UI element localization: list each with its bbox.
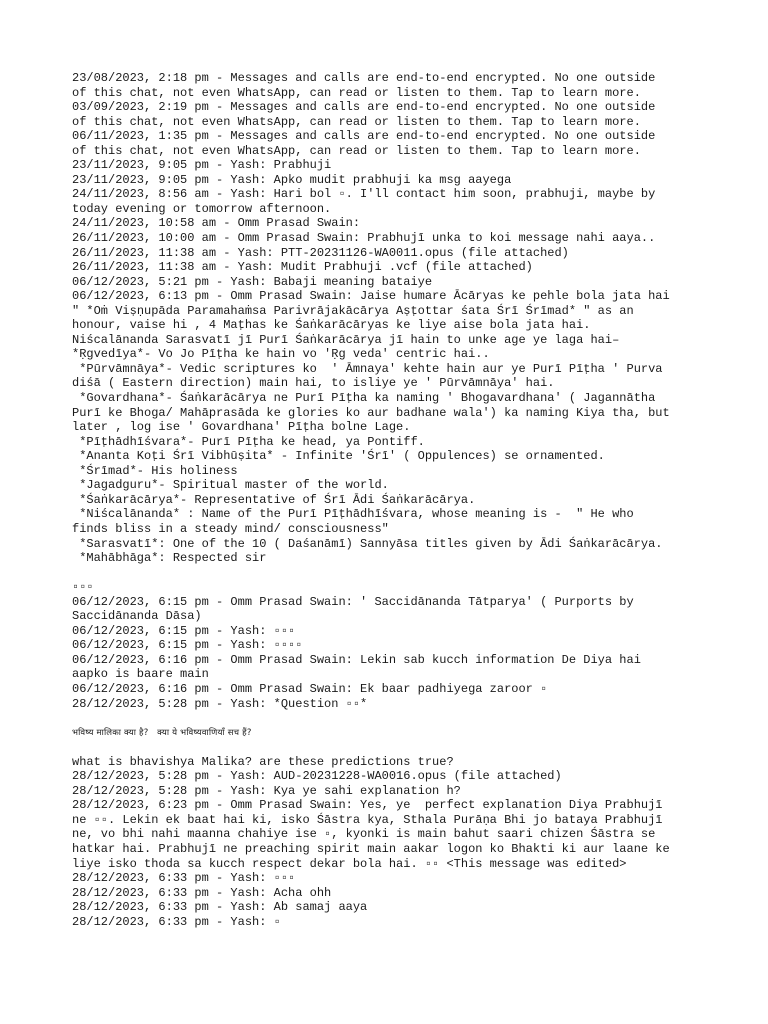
text-line: 28/12/2023, 6:33 pm - Yash: ▫▫▫ xyxy=(72,871,296,886)
text-line: ne, vo bhi nahi maanna chahiye ise ▫, kyonki is main bahut saari chizen Śāstra se xyxy=(72,827,656,842)
text-line: *Ṛgvedīya*- Vo Jo Pīṭha ke hain vo 'Ṛg veda' centric hai.. xyxy=(72,347,490,362)
text-line: 03/09/2023, 2:19 pm - Messages and calls are end-to-end encrypted. No one outside xyxy=(72,100,656,115)
text-line: 06/12/2023, 6:16 pm - Omm Prasad Swain: Lekin sab kucch information De Diya hai xyxy=(72,652,641,667)
text-line: 06/12/2023, 6:15 pm - Yash: ▫▫▫▫ xyxy=(72,638,303,653)
text-line: of this chat, not even WhatsApp, can read or listen to them. Tap to learn more. xyxy=(72,143,641,158)
blank-line xyxy=(72,740,712,755)
text-line: of this chat, not even WhatsApp, can read or listen to them. Tap to learn more. xyxy=(72,85,641,100)
text-line: 26/11/2023, 11:38 am - Yash: PTT-20231126-WA0011.opus (file attached) xyxy=(72,245,569,260)
text-line: 06/12/2023, 6:15 pm - Omm Prasad Swain: ' Saccidānanda Tātparya' ( Purports by xyxy=(72,594,634,609)
text-line: honour, vaise hi , 4 Maṭhas ke Śaṅkarācāryas ke liye aise bola jata hai. xyxy=(72,318,591,333)
text-line: *Niścalānanda* : Name of the Purī Pīṭhādhīśvara, whose meaning is - " He who xyxy=(72,507,634,522)
text-line: 24/11/2023, 10:58 am - Omm Prasad Swain: xyxy=(72,216,361,231)
text-line: finds bliss in a steady mind/ consciousness" xyxy=(72,521,389,536)
text-line: today evening or tomorrow afternoon. xyxy=(72,201,332,216)
text-line: *Ananta Koṭi Śrī Vibhūṣita* - Infinite 'Śrī' ( Oppulences) se ornamented. xyxy=(72,449,605,464)
text-line: *Pīṭhādhīśvara*- Purī Pīṭha ke head, ya Pontiff. xyxy=(72,434,425,449)
text-line: " *Oṁ Viṣṇupāda Paramahaṁsa Parivrājakācārya Aṣṭottar śata Śrī Śrīmad* " as an xyxy=(72,303,634,318)
text-line: 23/11/2023, 9:05 pm - Yash: Prabhuji xyxy=(72,158,332,173)
chat-export-text xyxy=(72,71,712,929)
text-line: aapko is baare main xyxy=(72,667,209,682)
text-line: 24/11/2023, 8:56 am - Yash: Hari bol ▫. I'll contact him soon, prabhuji, maybe by xyxy=(72,187,656,202)
text-line: 28/12/2023, 6:23 pm - Omm Prasad Swain: Yes, ye perfect explanation Diya Prabhujī xyxy=(72,798,663,813)
text-line: 06/12/2023, 5:21 pm - Yash: Babaji meaning bataiye xyxy=(72,274,433,289)
blank-line xyxy=(72,711,712,726)
text-line: *Śaṅkarācārya*- Representative of Śrī Ādi Śaṅkarācārya. xyxy=(72,492,476,507)
text-line: Niścalānanda Sarasvatī jī Purī Śaṅkarācārya jī hain to unke age ye laga hai– xyxy=(72,332,620,347)
text-line: *Pūrvāmnāya*- Vedic scriptures ko ' Āmnaya' kehte hain aur ye Purī Pīṭha ' Purva xyxy=(72,361,663,376)
text-line: 28/12/2023, 6:33 pm - Yash: Ab samaj aaya xyxy=(72,900,368,915)
text-line: 28/12/2023, 5:28 pm - Yash: AUD-20231228-WA0016.opus (file attached) xyxy=(72,769,562,784)
text-line: 23/11/2023, 9:05 pm - Yash: Apko mudit prabhuji ka msg aayega xyxy=(72,172,512,187)
blank-line xyxy=(72,566,712,581)
text-line: Purī ke Bhoga/ Mahāprasāda ke glories ko aur badhane wala') ka naming Kiya tha, but xyxy=(72,405,670,420)
text-line: of this chat, not even WhatsApp, can read or listen to them. Tap to learn more. xyxy=(72,114,641,129)
text-line: 06/12/2023, 6:13 pm - Omm Prasad Swain: Jaise humare Ācāryas ke pehle bola jata hai xyxy=(72,289,670,304)
text-line: liye isko thoda sa kucch respect dekar bola hai. ▫▫ <This message was edited> xyxy=(72,856,627,871)
text-line: Saccidānanda Dāsa) xyxy=(72,609,202,624)
text-line: ne ▫▫. Lekin ek baat hai ki, isko Śāstra kya, Sthala Purāṇa Bhi jo bataya Prabhujī xyxy=(72,812,663,827)
text-line: 28/12/2023, 5:28 pm - Yash: Kya ye sahi explanation h? xyxy=(72,783,461,798)
text-line: 28/12/2023, 6:33 pm - Yash: ▫ xyxy=(72,914,281,929)
text-line: *Jagadguru*- Spiritual master of the world. xyxy=(72,478,389,493)
text-line: 06/11/2023, 1:35 pm - Messages and calls are end-to-end encrypted. No one outside xyxy=(72,129,656,144)
text-line: 06/12/2023, 6:16 pm - Omm Prasad Swain: Ek baar padhiyega zaroor ▫ xyxy=(72,681,548,696)
text-line: 28/12/2023, 6:33 pm - Yash: Acha ohh xyxy=(72,885,332,900)
text-line: 26/11/2023, 10:00 am - Omm Prasad Swain: Prabhujī unka to koi message nahi aaya.. xyxy=(72,231,656,246)
text-line: *Śrīmad*- His holiness xyxy=(72,463,238,478)
text-line: ▫▫▫ xyxy=(72,580,94,595)
text-line: 23/08/2023, 2:18 pm - Messages and calls are end-to-end encrypted. No one outside xyxy=(72,71,656,85)
text-line: what is bhavishya Malika? are these predictions true? xyxy=(72,754,454,769)
text-line: diśā ( Eastern direction) main hai, to isliye ye ' Pūrvāmnāya' hai. xyxy=(72,376,555,391)
text-line: hatkar hai. Prabhujī ne preaching spirit main aakar logon ko Bhakti ki aur laane ke xyxy=(72,841,670,856)
text-line: 06/12/2023, 6:15 pm - Yash: ▫▫▫ xyxy=(72,623,296,638)
text-line: *Govardhana*- Śaṅkarācārya ne Purī Pīṭha ka naming ' Bhogavardhana' ( Jagannātha xyxy=(72,391,656,406)
text-line: *Sarasvatī*: One of the 10 ( Daśanāmī) Sannyāsa titles given by Ādi Śaṅkarācārya. xyxy=(72,536,663,551)
text-line: later , log ise ' Govardhana' Pīṭha bolne Lage. xyxy=(72,420,411,435)
text-line: *Mahābhāga*: Respected sir xyxy=(72,551,267,566)
hindi-question-line: भविष्य मालिका क्या है? क्या ये भविष्यवाणियाँ सच हैं? xyxy=(72,727,252,738)
text-line: 26/11/2023, 11:38 am - Yash: Mudit Prabhuji .vcf (file attached) xyxy=(72,260,533,275)
text-line: 28/12/2023, 5:28 pm - Yash: *Question ▫▫* xyxy=(72,696,368,711)
